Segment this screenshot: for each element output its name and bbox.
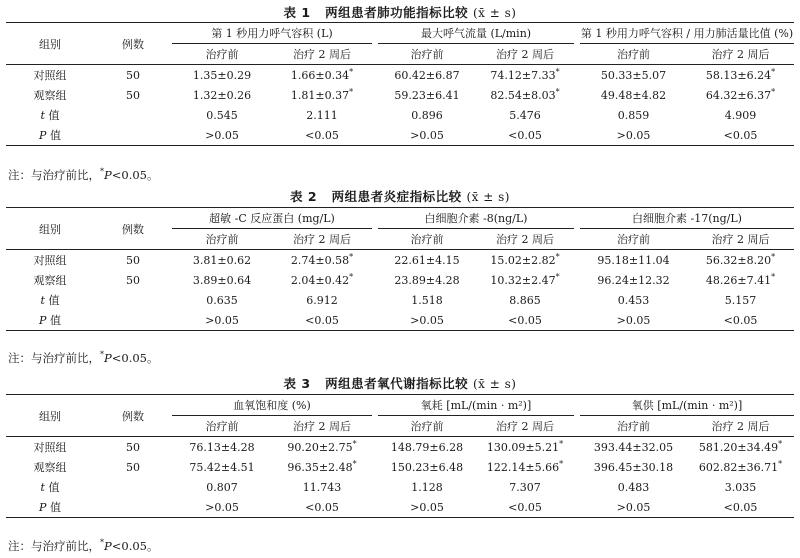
table-3-note — [8, 538, 159, 554]
note-p: P — [104, 539, 112, 553]
header-indicator-group: 氧耗 [mL/(min · m²)] — [378, 395, 574, 416]
data-cell — [378, 497, 476, 518]
header-indicator-group: 白细胞介素 -8(ng/L) — [378, 208, 574, 229]
table-row — [6, 250, 794, 271]
cell-value: 95.18±11.04 — [597, 253, 670, 267]
header-timepoint: 治疗 2 周后 — [687, 229, 794, 250]
cell-value: <0.05 — [305, 500, 339, 514]
cell-value: >0.05 — [410, 313, 444, 327]
header-timepoint: 治疗前 — [378, 416, 476, 437]
cell-value: 10.32±2.47 — [490, 273, 556, 287]
data-cell — [476, 437, 574, 458]
cell-value: >0.05 — [616, 500, 651, 514]
header-timepoint: 治疗 2 周后 — [687, 416, 794, 437]
note-prefix: 注：与治疗前比， — [8, 168, 100, 182]
row-label — [6, 125, 94, 146]
header-indicator-group: 氧供 [mL/(min · m²)] — [580, 395, 794, 416]
data-cell — [172, 437, 272, 458]
cell-value: 6.912 — [306, 293, 338, 307]
data-cell — [476, 270, 574, 290]
significance-star: * — [349, 86, 354, 96]
data-cell — [272, 310, 372, 331]
data-cell — [272, 85, 372, 105]
data-cell — [580, 310, 687, 331]
cell-value: 96.24±12.32 — [597, 273, 670, 287]
cell-value: 2.04±0.42 — [290, 273, 350, 287]
data-cell — [476, 497, 574, 518]
table-2-caption-formula: (x̄ ± s) — [466, 190, 510, 204]
header-timepoint: 治疗 2 周后 — [476, 416, 574, 437]
cell-value: 122.14±5.66 — [486, 460, 560, 474]
table-3-caption-formula: (x̄ ± s) — [473, 377, 517, 391]
cell-value: 1.128 — [411, 480, 443, 494]
cell-value: <0.05 — [508, 128, 542, 142]
cell-value: 15.02±2.82 — [490, 253, 556, 267]
data-cell — [476, 85, 574, 105]
cell-value: 0.807 — [206, 480, 238, 494]
data-cell — [687, 457, 794, 477]
table-row — [6, 437, 794, 458]
cell-value: 59.23±6.41 — [394, 88, 460, 102]
table-1-note — [8, 167, 159, 183]
header-cases-label: 例数 — [94, 208, 172, 250]
stat-symbol: t — [40, 481, 45, 494]
cell-value: 0.635 — [206, 293, 238, 307]
row-label: 对照组 — [33, 69, 67, 82]
data-cell — [476, 250, 574, 271]
table-1-caption-title: 两组患者肺功能指标比较 — [325, 5, 469, 20]
stat-suffix: 值 — [46, 501, 61, 514]
row-label — [6, 290, 94, 310]
data-cell — [378, 270, 476, 290]
data-cell — [172, 310, 272, 331]
cell-value: 0.859 — [617, 108, 650, 122]
header-group-label: 组别 — [6, 208, 94, 250]
data-cell — [172, 290, 272, 310]
header-timepoint: 治疗 2 周后 — [272, 229, 372, 250]
table-1-caption — [0, 3, 800, 21]
significance-star: * — [555, 66, 560, 76]
data-cell — [476, 65, 574, 86]
cell-value: 150.23±6.48 — [390, 460, 464, 474]
cell-value: <0.05 — [723, 128, 758, 142]
cell-value: 8.865 — [509, 293, 541, 307]
significance-star: * — [771, 86, 776, 96]
data-cell — [476, 457, 574, 477]
data-cell — [272, 497, 372, 518]
cell-value: 7.307 — [509, 480, 541, 494]
significance-star: * — [778, 458, 783, 468]
data-cell — [378, 85, 476, 105]
data-cell — [687, 125, 794, 146]
table-2-note — [8, 350, 159, 366]
data-cell — [172, 270, 272, 290]
cell-value: 90.20±2.75 — [287, 440, 353, 454]
note-prefix: 注：与治疗前比， — [8, 351, 100, 365]
cell-value: 1.35±0.29 — [192, 68, 252, 82]
header-timepoint: 治疗 2 周后 — [476, 44, 574, 65]
header-indicator-group: 超敏 -C 反应蛋白 (mg/L) — [172, 208, 372, 229]
header-timepoint: 治疗 2 周后 — [476, 229, 574, 250]
data-cell — [476, 125, 574, 146]
table-row — [6, 477, 794, 497]
data-cell — [272, 270, 372, 290]
table-row — [6, 310, 794, 331]
cell-value: 3.81±0.62 — [192, 253, 252, 267]
row-cases — [94, 477, 172, 497]
significance-star: * — [349, 66, 354, 76]
cell-value: >0.05 — [616, 128, 651, 142]
data-cell — [272, 250, 372, 271]
table-3 — [6, 394, 794, 518]
header-indicator-group: 最大呼气流量 (L/min) — [378, 23, 574, 44]
note-suffix: <0.05。 — [111, 351, 159, 365]
cell-value: 148.79±6.28 — [390, 440, 464, 454]
data-cell — [476, 105, 574, 125]
cell-value: 2.74±0.58 — [290, 253, 350, 267]
row-label: 对照组 — [33, 441, 67, 454]
cell-value: 396.45±30.18 — [593, 460, 674, 474]
table-1 — [6, 22, 794, 146]
cell-value: >0.05 — [410, 128, 444, 142]
data-cell — [272, 105, 372, 125]
data-cell — [687, 105, 794, 125]
cell-value: 581.20±34.49 — [698, 440, 779, 454]
cell-value: <0.05 — [508, 500, 542, 514]
note-star: * — [100, 350, 104, 360]
table-row — [6, 290, 794, 310]
header-timepoint: 治疗前 — [580, 229, 687, 250]
data-cell — [580, 497, 687, 518]
cell-value: 1.518 — [411, 293, 443, 307]
table-row — [6, 105, 794, 125]
table-2-caption-title: 两组患者炎症指标比较 — [331, 189, 462, 204]
cell-value: >0.05 — [205, 500, 239, 514]
cell-value: 1.66±0.34 — [290, 68, 350, 82]
data-cell — [476, 290, 574, 310]
data-cell — [378, 290, 476, 310]
cell-value: 23.89±4.28 — [394, 273, 460, 287]
header-timepoint: 治疗前 — [378, 229, 476, 250]
table-2-caption-number: 表 2 — [290, 189, 318, 204]
cell-value: 96.35±2.48 — [287, 460, 353, 474]
significance-star: * — [555, 86, 560, 96]
row-label: 观察组 — [33, 89, 67, 102]
header-indicator-group: 血氧饱和度 (%) — [172, 395, 372, 416]
significance-star: * — [555, 271, 560, 281]
data-cell — [476, 477, 574, 497]
note-suffix: <0.05。 — [111, 168, 159, 182]
row-label — [6, 105, 94, 125]
cell-value: 64.32±6.37 — [705, 88, 772, 102]
significance-star: * — [771, 251, 776, 261]
header-timepoint: 治疗前 — [172, 44, 272, 65]
cell-value: 22.61±4.15 — [394, 253, 460, 267]
header-timepoint: 治疗前 — [580, 44, 687, 65]
table-2-caption — [0, 187, 800, 205]
note-star: * — [100, 167, 104, 177]
data-cell — [172, 497, 272, 518]
cell-value: 60.42±6.87 — [394, 68, 460, 82]
cell-value: 0.483 — [617, 480, 650, 494]
data-cell — [172, 65, 272, 86]
stat-symbol: P — [39, 501, 47, 514]
row-cases: 50 — [126, 273, 140, 287]
cell-value: 74.12±7.33 — [490, 68, 556, 82]
data-cell — [378, 477, 476, 497]
cell-value: <0.05 — [723, 500, 758, 514]
data-cell — [272, 125, 372, 146]
data-cell — [580, 250, 687, 271]
row-label: 对照组 — [33, 254, 67, 267]
header-group-label: 组别 — [6, 23, 94, 65]
row-cases — [94, 497, 172, 518]
significance-star: * — [559, 458, 564, 468]
significance-star: * — [778, 438, 783, 448]
data-cell — [172, 250, 272, 271]
cell-value: 48.26±7.41 — [705, 273, 772, 287]
data-cell — [476, 310, 574, 331]
row-label: 观察组 — [33, 274, 67, 287]
significance-star: * — [352, 438, 357, 448]
stat-suffix: 值 — [44, 109, 60, 122]
cell-value: 49.48±4.82 — [600, 88, 667, 102]
data-cell — [172, 85, 272, 105]
header-cases-label: 例数 — [94, 395, 172, 437]
header-timepoint: 治疗前 — [172, 229, 272, 250]
data-cell — [172, 125, 272, 146]
row-cases: 50 — [126, 88, 140, 102]
cell-value: 76.13±4.28 — [189, 440, 255, 454]
table-3-caption-number: 表 3 — [283, 376, 311, 391]
cell-value: 82.54±8.03 — [490, 88, 556, 102]
cell-value: 393.44±32.05 — [593, 440, 674, 454]
data-cell — [378, 437, 476, 458]
significance-star: * — [349, 251, 354, 261]
data-cell — [580, 125, 687, 146]
stat-symbol: P — [39, 314, 47, 327]
data-cell — [272, 457, 372, 477]
table-3-caption-title: 两组患者氧代谢指标比较 — [325, 376, 469, 391]
table-1-caption-number: 表 1 — [283, 5, 311, 20]
header-timepoint: 治疗 2 周后 — [272, 416, 372, 437]
stat-suffix: 值 — [46, 129, 61, 142]
stat-symbol: t — [40, 109, 45, 122]
cell-value: 58.13±6.24 — [705, 68, 772, 82]
data-cell — [687, 65, 794, 86]
cell-value: 5.476 — [509, 108, 541, 122]
data-cell — [172, 105, 272, 125]
table-row — [6, 125, 794, 146]
data-cell — [687, 477, 794, 497]
header-cases-label: 例数 — [94, 23, 172, 65]
row-cases — [94, 125, 172, 146]
data-cell — [687, 85, 794, 105]
table-1-block — [0, 0, 800, 185]
data-cell — [378, 457, 476, 477]
table-1-caption-formula: (x̄ ± s) — [473, 6, 517, 20]
significance-star: * — [559, 438, 564, 448]
table-2 — [6, 207, 794, 331]
cell-value: 11.743 — [302, 480, 342, 494]
header-timepoint: 治疗前 — [172, 416, 272, 437]
stat-symbol: P — [39, 129, 47, 142]
data-cell — [378, 125, 476, 146]
row-cases: 50 — [126, 68, 140, 82]
data-cell — [580, 457, 687, 477]
cell-value: <0.05 — [305, 313, 339, 327]
cell-value: 0.545 — [206, 108, 238, 122]
table-3-caption — [0, 374, 800, 392]
data-cell — [580, 105, 687, 125]
header-indicator-group: 第 1 秒用力呼气容积 / 用力肺活量比值 (%) — [580, 23, 794, 44]
cell-value: 5.157 — [724, 293, 757, 307]
stat-suffix: 值 — [46, 314, 61, 327]
cell-value: 0.453 — [617, 293, 650, 307]
header-timepoint: 治疗前 — [378, 44, 476, 65]
data-cell — [378, 310, 476, 331]
significance-star: * — [771, 66, 776, 76]
cell-value: <0.05 — [305, 128, 339, 142]
note-p: P — [104, 168, 112, 182]
data-cell — [272, 437, 372, 458]
data-cell — [687, 437, 794, 458]
table-row — [6, 457, 794, 477]
stat-symbol: t — [40, 294, 45, 307]
cell-value: <0.05 — [723, 313, 758, 327]
data-cell — [272, 477, 372, 497]
row-cases — [94, 310, 172, 331]
data-cell — [172, 477, 272, 497]
row-label — [6, 497, 94, 518]
data-cell — [172, 457, 272, 477]
row-cases — [94, 290, 172, 310]
data-cell — [687, 497, 794, 518]
data-cell — [580, 477, 687, 497]
table-row — [6, 497, 794, 518]
row-label: 观察组 — [33, 461, 67, 474]
header-group-label: 组别 — [6, 395, 94, 437]
significance-star: * — [771, 271, 776, 281]
table-row — [6, 270, 794, 290]
significance-star: * — [555, 251, 560, 261]
header-timepoint: 治疗 2 周后 — [272, 44, 372, 65]
cell-value: 56.32±8.20 — [705, 253, 772, 267]
cell-value: >0.05 — [205, 128, 239, 142]
data-cell — [687, 310, 794, 331]
cell-value: 602.82±36.71 — [698, 460, 779, 474]
table-row — [6, 85, 794, 105]
header-indicator-group: 白细胞介素 -17(ng/L) — [580, 208, 794, 229]
note-p: P — [104, 351, 112, 365]
header-timepoint: 治疗 2 周后 — [687, 44, 794, 65]
data-cell — [378, 250, 476, 271]
stat-suffix: 值 — [44, 294, 60, 307]
cell-value: 130.09±5.21 — [486, 440, 560, 454]
note-prefix: 注：与治疗前比， — [8, 539, 100, 553]
cell-value: 3.89±0.64 — [192, 273, 252, 287]
stat-suffix: 值 — [44, 481, 60, 494]
table-2-block — [0, 185, 800, 370]
cell-value: 1.32±0.26 — [192, 88, 252, 102]
data-cell — [580, 290, 687, 310]
header-timepoint: 治疗前 — [580, 416, 687, 437]
note-star: * — [100, 538, 104, 548]
cell-value: 4.909 — [724, 108, 757, 122]
cell-value: 1.81±0.37 — [290, 88, 350, 102]
cell-value: 2.111 — [306, 108, 338, 122]
data-cell — [272, 290, 372, 310]
row-cases: 50 — [126, 460, 140, 474]
data-cell — [378, 65, 476, 86]
note-suffix: <0.05。 — [111, 539, 159, 553]
row-cases — [94, 105, 172, 125]
significance-star: * — [349, 271, 354, 281]
cell-value: >0.05 — [616, 313, 651, 327]
row-cases: 50 — [126, 440, 140, 454]
row-label — [6, 477, 94, 497]
data-cell — [580, 270, 687, 290]
cell-value: >0.05 — [410, 500, 444, 514]
data-cell — [580, 85, 687, 105]
table-row — [6, 65, 794, 86]
data-cell — [687, 250, 794, 271]
data-cell — [580, 437, 687, 458]
cell-value: >0.05 — [205, 313, 239, 327]
row-cases: 50 — [126, 253, 140, 267]
cell-value: 0.896 — [411, 108, 443, 122]
significance-star: * — [352, 458, 357, 468]
data-cell — [687, 290, 794, 310]
data-cell — [378, 105, 476, 125]
data-cell — [580, 65, 687, 86]
cell-value: 3.035 — [724, 480, 757, 494]
table-3-block — [0, 370, 800, 558]
data-cell — [687, 270, 794, 290]
header-indicator-group: 第 1 秒用力呼气容积 (L) — [172, 23, 372, 44]
cell-value: 75.42±4.51 — [189, 460, 255, 474]
data-cell — [272, 65, 372, 86]
cell-value: <0.05 — [508, 313, 542, 327]
cell-value: 50.33±5.07 — [600, 68, 667, 82]
row-label — [6, 310, 94, 331]
